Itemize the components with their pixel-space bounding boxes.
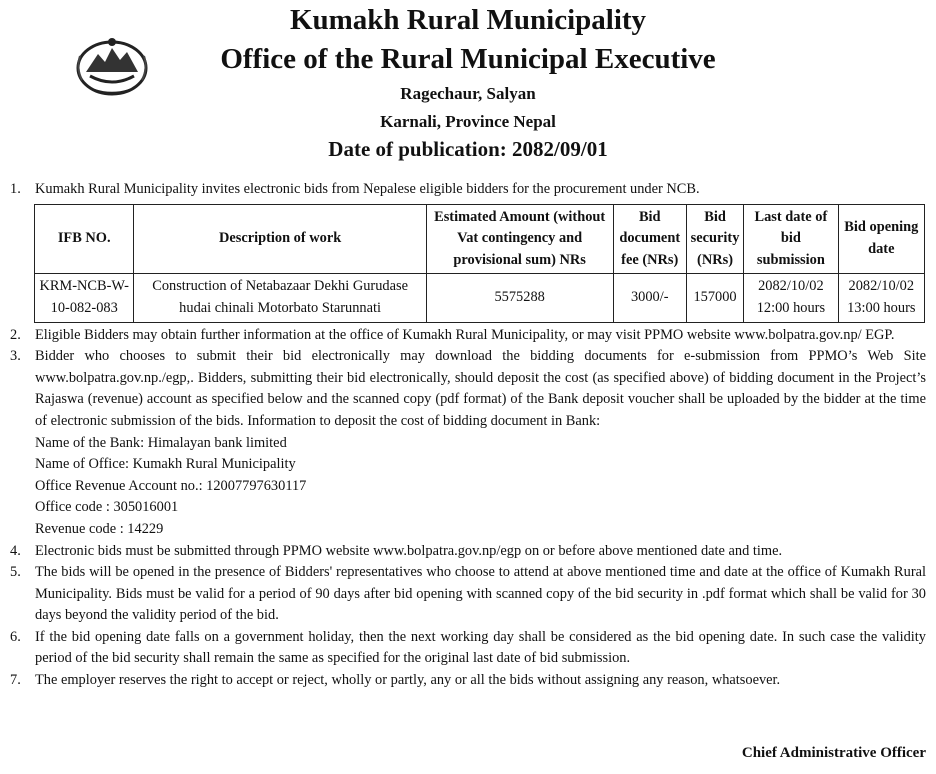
revenue-code: Revenue code : 14229 (35, 520, 164, 537)
table-header-row (35, 204, 925, 274)
office-title: Office of the Rural Municipal Executive (220, 43, 716, 75)
opening-time: 13:00 hours (847, 299, 916, 316)
cell-description: Construction of Netabazaar Dekhi Gurudase hudai chinali Motorbato Starunnati (134, 274, 426, 322)
col-description: Description of work (134, 204, 426, 274)
ifb-table-wrapper (10, 204, 926, 323)
cell-estimated-amount: 5575288 (426, 274, 613, 322)
list-item: 7. The employer reserves the right to accept or reject, wholly or partly, any or all the bids without assigning any reason, whatsoever. (10, 672, 781, 689)
list-item: 3. Bidder who chooses to submit their bid electronically may download the bidding documents for e-submission from PPMO’s Web Site www.bolpatra.gov.np./egp,. Bidders, submitting their bid electronically, should deposit the cost (as specified above) of bidding document in the Project’s Rajaswa (revenue) account as specified below and the scanned copy (pdf format) of the Bank deposit voucher shall be uploaded by the bidder at the time of electronic submission of the bids. Information to deposit the cost of bidding document in Bank: Name of the Bank: Himalayan bank limited Name of Office: Kumakh Rural Municipality Office Revenue Account no.: 12007797630117 Office code : 305016001 Revenue code : 14229 (10, 346, 926, 540)
municipality-title: Kumakh Rural Municipality (289, 4, 647, 36)
table-row (35, 274, 925, 322)
list-item: 6. If the bid opening date falls on a government holiday, then the next working day shall be considered as the bid opening date. In such case the validity period of the bid security shall remain the same as specified for the original last date of bid submission. (10, 628, 926, 667)
last-time: 12:00 hours (756, 299, 826, 316)
cell-last-date (744, 274, 838, 322)
ifb-table (34, 204, 925, 323)
cell-bid-security: 157000 (686, 274, 743, 322)
cell-doc-fee: 3000/- (613, 274, 686, 322)
col-last-date: Last date of bid submission (744, 204, 838, 274)
office-name: Name of Office: Kumakh Rural Municipality (35, 456, 296, 473)
revenue-account: Office Revenue Account no.: 12007797630117 (35, 477, 307, 494)
list-item: 4. Electronic bids must be submitted through PPMO website www.bolpatra.gov.np/egp on or before above mentioned date and time. (10, 542, 783, 559)
bank-name: Name of the Bank: Himalayan bank limited (35, 434, 287, 451)
col-estimated-amount: Estimated Amount (without Vat contingency and provisional sum) NRs (426, 204, 613, 274)
publication-date: Date of publication: 2082/09/01 (328, 137, 608, 161)
signature-title: Chief Administrative Officer (741, 745, 926, 761)
province-line: Karnali, Province Nepal (380, 112, 556, 131)
col-doc-fee: Bid document fee (NRs) (613, 204, 686, 274)
office-address: Ragechaur, Salyan (400, 84, 536, 103)
col-opening-date: Bid opening date (838, 204, 924, 274)
list-item: 2. Eligible Bidders may obtain further information at the office of Kumakh Rural Municipality, or may visit PPMO website www.bolpatra.gov.np/ EGP. (10, 326, 895, 343)
cell-ifb-no: KRM-NCB-W-10-082-083 (35, 274, 134, 322)
notice-body (10, 179, 926, 692)
col-bid-security: Bid security (NRs) (686, 204, 743, 274)
col-ifb-no: IFB NO. (35, 204, 134, 274)
cell-opening-date (838, 274, 924, 322)
last-date: 2082/10/02 (758, 278, 824, 295)
list-item: 5. The bids will be opened in the presence of Bidders' representatives who choose to attend at above mentioned time and date at the office of Kumakh Rural Municipality. Bids must be valid for a period of 90 days after bid opening with scanned copy of the bid security in .pdf format which shall be valid for 30 days beyond the validity period of the bid. (10, 564, 926, 624)
notice-header (0, 2, 936, 162)
list-item: 1. Kumakh Rural Municipality invites electronic bids from Nepalese eligible bidders for the procurement under NCB. (10, 181, 700, 197)
opening-date: 2082/10/02 (848, 278, 915, 295)
office-code: Office code : 305016001 (35, 499, 179, 516)
